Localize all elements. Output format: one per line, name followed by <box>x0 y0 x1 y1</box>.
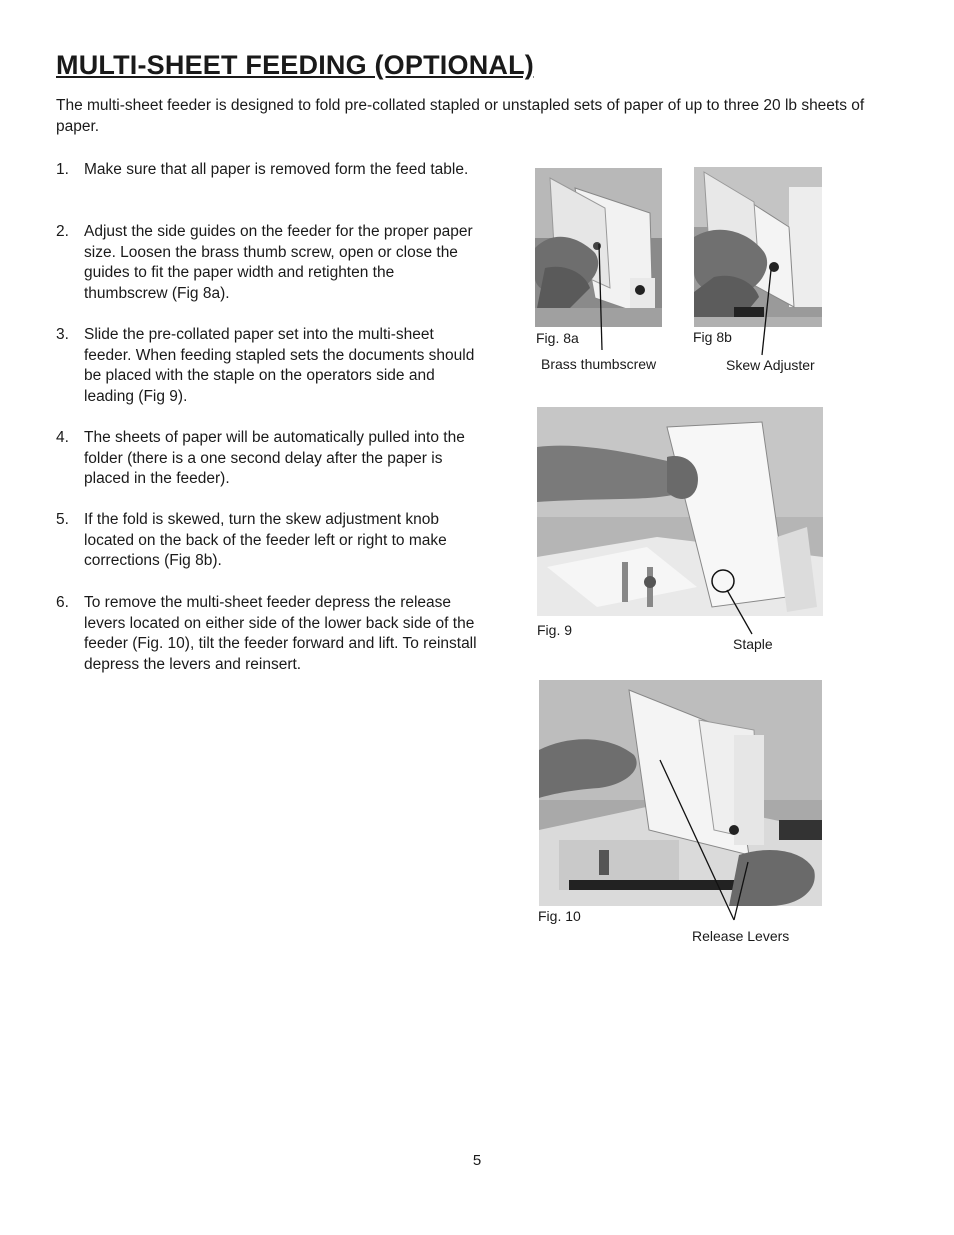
step-text: The sheets of paper will be automatically pulled into the folder (there is a one second delay after the paper is placed in the feeder). <box>84 429 465 488</box>
fig10-label: Fig. 10 <box>538 908 581 924</box>
list-item <box>56 160 496 181</box>
step-number: 3. <box>56 326 69 343</box>
step-text: Slide the pre-collated paper set into the multi-sheet feeder. When feeding stapled sets the documents should be placed with the staple on the operators side and leading (Fig 9). <box>84 326 475 405</box>
page-title: MULTI-SHEET FEEDING (OPTIONAL) <box>56 50 534 80</box>
fig8a-photo <box>535 168 662 327</box>
step-number: 5. <box>56 511 69 528</box>
list-item <box>56 222 496 304</box>
step-text: Make sure that all paper is removed form the feed table. <box>84 161 469 178</box>
list-item <box>56 510 496 572</box>
fig8a-callout: Brass thumbscrew <box>541 356 657 372</box>
fig10-photo <box>539 680 822 906</box>
fig8a-label: Fig. 8a <box>536 330 579 346</box>
intro-paragraph: The multi-sheet feeder is designed to fold pre-collated stapled or unstapled sets of paper of up to three 20 lb sheets of paper. <box>56 97 865 135</box>
fig8b-callout: Skew Adjuster <box>726 357 815 373</box>
step-text: Adjust the side guides on the feeder for the proper paper size. Loosen the brass thumb screw, open or close the guides to fit the paper width and retighten the thumbscrew (Fig 8a). <box>84 223 473 302</box>
list-item <box>56 593 496 675</box>
step-text: To remove the multi-sheet feeder depress the release levers located on either side of the lower back side of the feeder (Fig. 10), tilt the feeder forward and lift. To reinstall depress the levers and reinsert. <box>84 594 477 673</box>
list-item <box>56 428 496 490</box>
fig9-photo <box>537 407 823 616</box>
fig9-callout: Staple <box>733 636 773 652</box>
fig9-label: Fig. 9 <box>537 622 573 638</box>
step-number: 4. <box>56 429 69 446</box>
fig10-callout: Release Levers <box>692 928 790 944</box>
fig8b-photo <box>694 167 822 327</box>
fig8b-label: Fig 8b <box>693 329 732 345</box>
step-number: 1. <box>56 161 69 178</box>
step-text: If the fold is skewed, turn the skew adjustment knob located on the back of the feeder left or right to make corrections (Fig 8b). <box>84 511 447 570</box>
list-item <box>56 325 496 407</box>
step-number: 2. <box>56 223 69 240</box>
page-number: 5 <box>472 1152 482 1169</box>
step-number: 6. <box>56 594 69 611</box>
